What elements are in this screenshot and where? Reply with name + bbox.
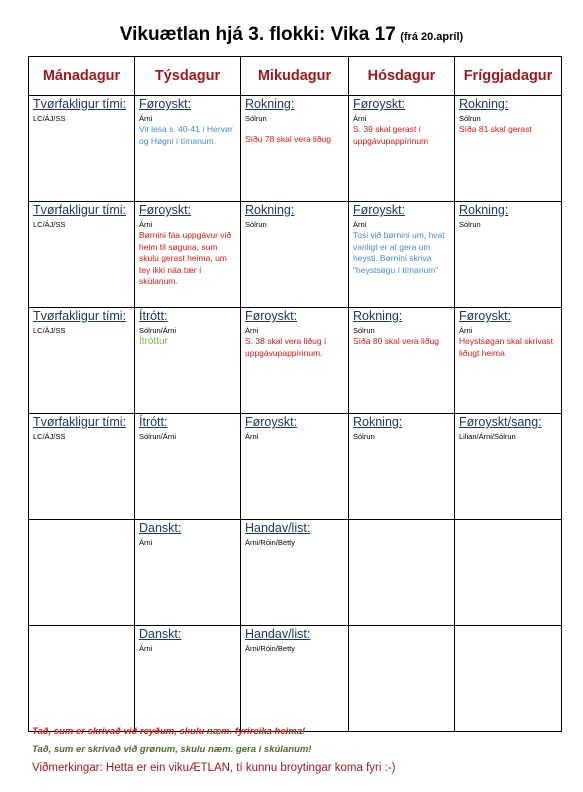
day-header-monday: Mánadagur bbox=[29, 57, 135, 96]
schedule-cell bbox=[349, 520, 455, 626]
teacher-label: LC/ÁJ/SS bbox=[33, 432, 66, 441]
schedule-cell bbox=[349, 96, 455, 202]
footer-remark: Viðmerkingar: Hetta er ein vikuÆTLAN, tí kunnu broytingar koma fyri :-) bbox=[32, 762, 396, 774]
assignment-note: Síða 81 skal gerast bbox=[459, 124, 532, 134]
subject-label: Tvørfakligur tími: bbox=[33, 309, 127, 323]
page-title bbox=[0, 24, 583, 46]
schedule-cell bbox=[455, 308, 562, 414]
subject-label: Føroyskt: bbox=[245, 309, 298, 323]
subject-label: Rokning: bbox=[245, 97, 295, 111]
schedule-cell bbox=[455, 96, 562, 202]
day-header-thursday: Hósdagur bbox=[349, 57, 455, 96]
assignment-note: S. 38 skal vera liðug í uppgávupappírinum. bbox=[245, 336, 327, 358]
teacher-label: Árni/Róin/Betty bbox=[245, 538, 296, 547]
schedule-row bbox=[29, 202, 562, 308]
subject-label: Føroyskt: bbox=[139, 97, 192, 111]
schedule-cell bbox=[29, 520, 135, 626]
schedule-row bbox=[29, 626, 562, 732]
schedule-row bbox=[29, 414, 562, 520]
assignment-note: Vit lesa s. 40-41 í Hervør og Høgni í tímanum. bbox=[139, 124, 233, 146]
day-header-row bbox=[29, 57, 562, 96]
schedule-cell bbox=[241, 202, 349, 308]
schedule-cell bbox=[241, 414, 349, 520]
subject-label: Rokning: bbox=[353, 309, 403, 323]
subject-label: Rokning: bbox=[459, 203, 509, 217]
schedule-cell bbox=[455, 414, 562, 520]
schedule-row bbox=[29, 308, 562, 414]
weekly-schedule-table bbox=[28, 56, 562, 732]
subject-label: Handav/list: bbox=[245, 627, 311, 641]
schedule-body bbox=[29, 96, 562, 732]
subject-label: Rokning: bbox=[245, 203, 295, 217]
day-header-friday: Fríggjadagur bbox=[455, 57, 562, 96]
schedule-cell bbox=[349, 308, 455, 414]
subject-label: Ítrótt: bbox=[139, 415, 168, 429]
teacher-label: Árni bbox=[139, 220, 153, 229]
teacher-label: Sólrun/Árni bbox=[139, 432, 177, 441]
schedule-row bbox=[29, 96, 562, 202]
subject-label: Føroyskt: bbox=[245, 415, 298, 429]
schedule-cell bbox=[241, 626, 349, 732]
teacher-label: LC/ÁJ/SS bbox=[33, 220, 66, 229]
schedule-cell bbox=[29, 96, 135, 202]
schedule-cell bbox=[349, 414, 455, 520]
schedule-cell bbox=[29, 414, 135, 520]
subject-label: Føroyskt: bbox=[353, 203, 406, 217]
schedule-cell bbox=[135, 414, 241, 520]
schedule-cell bbox=[455, 520, 562, 626]
teacher-label: Árni bbox=[353, 220, 367, 229]
teacher-label: Árni bbox=[139, 644, 153, 653]
schedule-cell bbox=[135, 96, 241, 202]
teacher-label: Sólrun bbox=[353, 326, 375, 335]
subject-label: Føroyskt: bbox=[459, 309, 512, 323]
schedule-cell bbox=[455, 202, 562, 308]
teacher-label: Lilian/Árni/Sólrun bbox=[459, 432, 516, 441]
assignment-note: Heystsøgan skal skrivast liðugt heima bbox=[459, 336, 553, 358]
subject-label: Ítrótt: bbox=[139, 309, 168, 323]
teacher-label: LC/ÁJ/SS bbox=[33, 114, 66, 123]
assignment-note: S. 39 skal gerast í uppgávupappírinum bbox=[353, 124, 429, 146]
subject-label: Føroyskt: bbox=[353, 97, 406, 111]
footer-green-note: Tað, sum er skrivað við grønum, skulu næm. gera í skúlanum! bbox=[32, 744, 312, 755]
subject-label: Handav/list: bbox=[245, 521, 311, 535]
teacher-label: Árni bbox=[459, 326, 473, 335]
footer-red-note: Tað, sum er skrivað við reyðum, skulu næm. fyrireika heima! bbox=[32, 726, 306, 737]
assignment-note: Síða 80 skal vera liðug bbox=[353, 336, 439, 346]
assignment-note: Ítróttur bbox=[139, 336, 168, 347]
assignment-note: Tosi við børnini um, hvat vanligt er at gera um heysti. Børnini skriva "heystsøgu í tímanum" bbox=[353, 230, 445, 275]
teacher-label: LC/ÁJ/SS bbox=[33, 326, 66, 335]
schedule-cell bbox=[29, 202, 135, 308]
day-header-wednesday: Mikudagur bbox=[241, 57, 349, 96]
subject-label: Danskt: bbox=[139, 627, 182, 641]
schedule-row bbox=[29, 520, 562, 626]
title-date: (frá 20.apríl) bbox=[400, 31, 464, 43]
schedule-cell bbox=[135, 626, 241, 732]
teacher-label: Sólrun/Árni bbox=[139, 326, 177, 335]
teacher-label: Árni bbox=[353, 114, 367, 123]
teacher-label: Árni/Róin/Betty bbox=[245, 644, 296, 653]
subject-label: Føroyskt: bbox=[139, 203, 192, 217]
teacher-label: Sólrun bbox=[245, 220, 267, 229]
schedule-cell bbox=[29, 308, 135, 414]
schedule-cell bbox=[349, 202, 455, 308]
subject-label: Rokning: bbox=[353, 415, 403, 429]
title-main: Vikuætlan hjá 3. flokki: Vika 17 bbox=[119, 24, 396, 45]
subject-label: Rokning: bbox=[459, 97, 509, 111]
assignment-note: Síðu 78 skal vera liðug bbox=[245, 134, 331, 144]
schedule-cell bbox=[455, 626, 562, 732]
schedule-cell bbox=[241, 96, 349, 202]
schedule-cell bbox=[135, 308, 241, 414]
schedule-cell bbox=[241, 308, 349, 414]
teacher-label: Árni bbox=[139, 538, 153, 547]
teacher-label: Árni bbox=[139, 114, 153, 123]
schedule-cell bbox=[135, 520, 241, 626]
schedule-cell bbox=[29, 626, 135, 732]
schedule-cell bbox=[241, 520, 349, 626]
subject-label: Tvørfakligur tími: bbox=[33, 415, 127, 429]
teacher-label: Árni bbox=[245, 326, 259, 335]
subject-label: Føroyskt/sang: bbox=[459, 415, 542, 429]
teacher-label: Sólrun bbox=[245, 114, 267, 123]
teacher-label: Sólrun bbox=[353, 432, 375, 441]
day-header-tuesday: Týsdagur bbox=[135, 57, 241, 96]
schedule-cell bbox=[349, 626, 455, 732]
subject-label: Tvørfakligur tími: bbox=[33, 203, 127, 217]
assignment-note: Børnini fáa uppgávur við heim til søguna, sum skulu gerast heima, um tey ikki náa tær í skúlanum. bbox=[139, 230, 232, 286]
teacher-label: Sólrun bbox=[459, 220, 481, 229]
teacher-label: Árni bbox=[245, 432, 259, 441]
subject-label: Tvørfakligur tími: bbox=[33, 97, 127, 111]
schedule-cell bbox=[135, 202, 241, 308]
subject-label: Danskt: bbox=[139, 521, 182, 535]
teacher-label: Sólrun bbox=[459, 114, 481, 123]
